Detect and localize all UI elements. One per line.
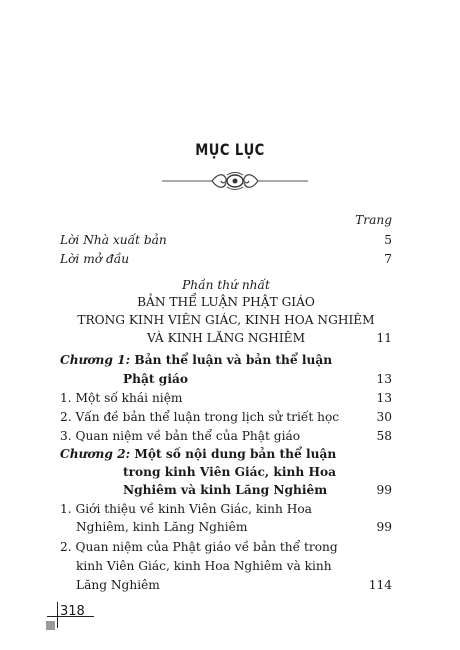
item-title-line: Lăng Nghiêm bbox=[76, 578, 160, 592]
chapter-title-line: Một số nội dung bản thể luận bbox=[134, 447, 337, 461]
item-page: 13 bbox=[376, 391, 392, 405]
chapter-label: Chương 1: bbox=[60, 353, 131, 367]
page-column-label: Trang bbox=[355, 213, 392, 227]
item-title-line: Nghiêm, kinh Lăng Nghiêm bbox=[76, 520, 248, 534]
item-title: 1. Một số khái niệm bbox=[60, 391, 183, 405]
item-title: 3. Quan niệm về bản thể của Phật giáo bbox=[60, 429, 301, 443]
page-corner-square bbox=[46, 621, 55, 630]
part-title-line: TRONG KINH VIÊN GIÁC, KINH HOA NGHIÊM bbox=[77, 313, 375, 327]
item-title: 2. Vấn đề bản thể luận trong lịch sử triết học bbox=[60, 410, 340, 424]
chapter-heading bbox=[60, 446, 392, 463]
toc-item-cont bbox=[60, 558, 392, 575]
toc-item bbox=[60, 428, 392, 445]
toc-item-cont bbox=[60, 519, 392, 536]
page-number: 318 bbox=[60, 604, 85, 619]
toc-item bbox=[60, 409, 392, 426]
entry-page: 7 bbox=[384, 252, 392, 266]
item-title-line: kinh Viên Giác, kinh Hoa Nghiêm và kinh bbox=[76, 559, 332, 573]
chapter-page: 99 bbox=[376, 483, 392, 497]
chapter-title-line: trong kinh Viên Giác, kinh Hoa bbox=[123, 465, 336, 479]
toc-entry bbox=[60, 232, 392, 249]
chapter-heading-cont bbox=[60, 482, 392, 499]
chapter-title-line: Bản thể luận và bản thể luận bbox=[134, 353, 333, 367]
entry-title: Lời Nhà xuất bản bbox=[60, 233, 167, 247]
chapter-heading-cont bbox=[60, 371, 392, 388]
ornament-divider-icon bbox=[160, 170, 310, 192]
part-title-last-line bbox=[60, 330, 392, 347]
item-page: 30 bbox=[376, 410, 392, 424]
item-page: 114 bbox=[368, 578, 392, 592]
toc-item-cont bbox=[60, 577, 392, 594]
chapter-title-line: Nghiêm và kinh Lăng Nghiêm bbox=[123, 483, 328, 497]
page-corner-vertical-rule bbox=[57, 602, 58, 628]
chapter-heading bbox=[60, 352, 392, 369]
part-page: 11 bbox=[376, 331, 392, 345]
part-title-line: VÀ KINH LĂNG NGHIÊM bbox=[146, 331, 306, 345]
toc-entry bbox=[60, 251, 392, 268]
chapter-heading-cont bbox=[60, 464, 392, 481]
chapter-label: Chương 2: bbox=[60, 447, 131, 461]
part-title-line: BẢN THỂ LUẬN PHẬT GIÁO bbox=[137, 295, 315, 309]
entry-title: Lời mở đầu bbox=[60, 252, 130, 266]
toc-item: 1. Giới thiệu về kinh Viên Giác, kinh Hoa bbox=[60, 502, 312, 516]
item-page: 99 bbox=[376, 520, 392, 534]
chapter-page: 13 bbox=[376, 372, 392, 386]
entry-page: 5 bbox=[384, 233, 392, 247]
part-label: Phần thứ nhất bbox=[182, 278, 270, 292]
page-title: MỤC LỤC bbox=[195, 140, 265, 159]
chapter-title-line: Phật giáo bbox=[123, 372, 188, 386]
toc-item: 2. Quan niệm của Phật giáo về bản thể trong bbox=[60, 540, 338, 554]
toc-item bbox=[60, 390, 392, 407]
item-page: 58 bbox=[376, 429, 392, 443]
